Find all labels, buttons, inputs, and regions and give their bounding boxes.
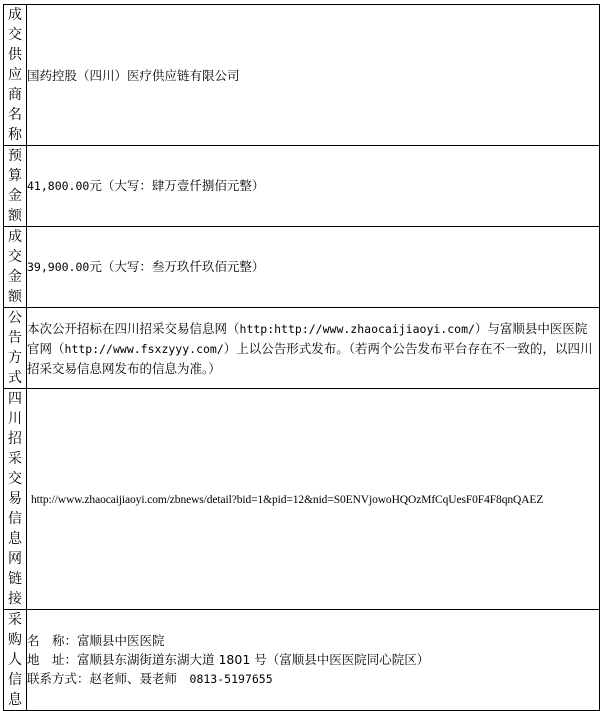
deal-amount-text: 元（大写：叁万玖仟玖佰元整） bbox=[89, 259, 265, 274]
contact-phone: 0813-5197655 bbox=[189, 672, 273, 686]
procurement-result-table bbox=[3, 4, 600, 711]
platform-link-cell bbox=[27, 389, 600, 610]
hospital-site-link[interactable]: http://www.fsxzyyy.com/ bbox=[64, 341, 224, 356]
row-label-cell bbox=[4, 389, 27, 610]
table-row bbox=[4, 5, 600, 146]
budget-amount-label: 预算金额 bbox=[8, 148, 22, 224]
platform-link-label: 四川招采交易信息网链接 bbox=[8, 391, 22, 607]
platform-detail-link[interactable]: http://www.zhaocaijiaoyi.com/zbnews/detail?bid=1&pid=12&nid=S0ENVjowoHQOzMfCqUesF0F4F8qnQAEZ bbox=[31, 493, 544, 506]
row-label-cell bbox=[4, 227, 27, 308]
deal-amount-label: 成交金额 bbox=[8, 229, 22, 305]
deal-amount-value bbox=[27, 227, 600, 308]
budget-amount-text: 元（大写：肆万壹仟捌佰元整） bbox=[89, 178, 265, 193]
announcement-method-label: 公告方式 bbox=[8, 310, 22, 386]
purchaser-info-label: 采购人信息 bbox=[8, 612, 22, 708]
deal-amount-number: 39,900.00 bbox=[27, 260, 90, 274]
purchaser-name: 名 称：富顺县中医医院 bbox=[27, 633, 165, 648]
announcement-text-2: ）与富顺县中医医院官网（ bbox=[27, 320, 588, 356]
supplier-name-label: 成交供应商名称 bbox=[8, 7, 22, 143]
supplier-name-value: 国药控股（四川）医疗供应链有限公司 bbox=[27, 5, 600, 146]
contact-persons: 联系方式：赵老师、聂老师 bbox=[27, 671, 178, 686]
table-row bbox=[4, 146, 600, 227]
announcement-text-1: 本次公开招标在四川招采交易信息网（ bbox=[27, 320, 240, 336]
purchaser-address: 地 址：富顺县东湖街道东湖大道 1801 号（富顺县中医医院同心院区） bbox=[27, 652, 430, 667]
announcement-method-value bbox=[27, 308, 600, 389]
announcement-text-3: ）上以公告形式发布。（若两个公告发布平台存在不一致的，以四川招采交易信息网发布的信息为准。） bbox=[27, 340, 593, 376]
budget-amount-value bbox=[27, 146, 600, 227]
table-row bbox=[4, 308, 600, 389]
row-label-cell bbox=[4, 308, 27, 389]
budget-amount-number: 41,800.00 bbox=[27, 179, 90, 193]
row-label-cell bbox=[4, 610, 27, 711]
purchaser-contact bbox=[27, 669, 599, 689]
table-row bbox=[4, 227, 600, 308]
table-row bbox=[4, 389, 600, 610]
zhaocai-site-link[interactable]: http:http://www.zhaocaijiaoyi.com/ bbox=[239, 321, 475, 336]
row-label-cell bbox=[4, 5, 27, 146]
row-label-cell bbox=[4, 146, 27, 227]
table-row bbox=[4, 610, 600, 711]
purchaser-info-value bbox=[27, 610, 600, 711]
